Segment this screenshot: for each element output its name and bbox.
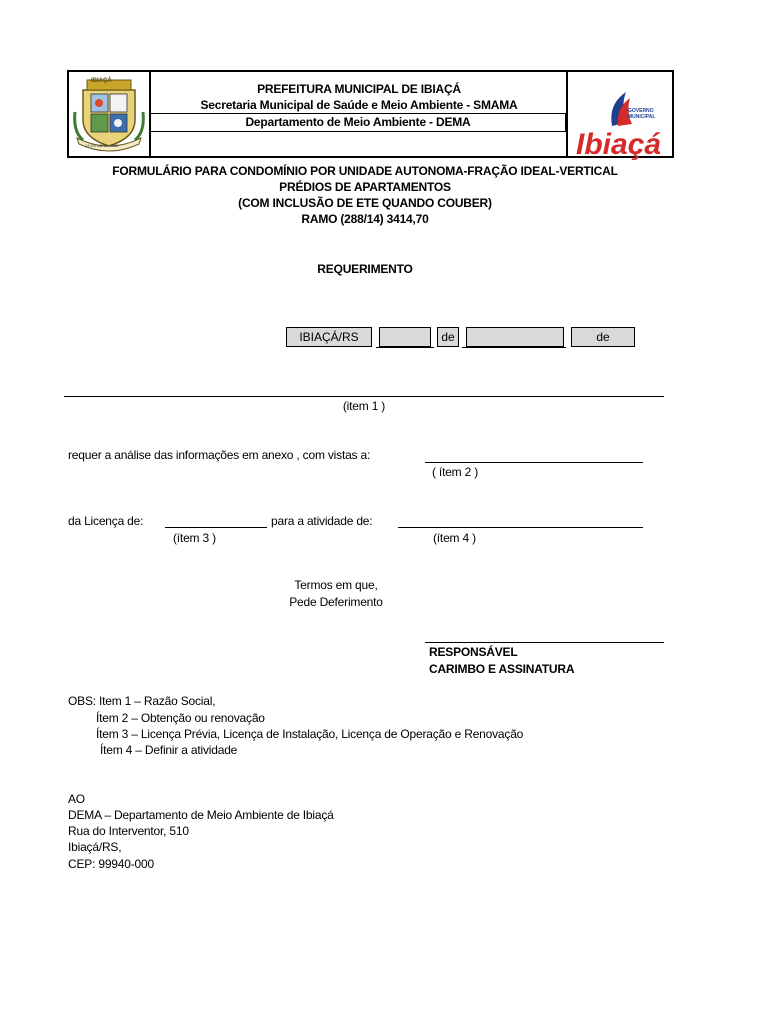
item4-label: (ítem 4 ) [433, 531, 476, 545]
crest-ribbon-text: 13 DE ABRIL 1965 [85, 143, 119, 148]
month-underline [462, 347, 566, 348]
responsavel-label: RESPONSÁVEL [429, 645, 518, 659]
form-title-line-2: PRÉDIOS DE APARTAMENTOS [279, 180, 451, 194]
requerimento-heading: REQUERIMENTO [317, 262, 413, 276]
department-box [150, 113, 566, 132]
address-line-3: Rua do Interventor, 510 [68, 824, 189, 838]
crest-banner-text: IBIAÇÁ [91, 78, 112, 84]
de-label-2: de [571, 327, 635, 347]
address-line-1: AO [68, 792, 85, 806]
form-title-line-4: RAMO (288/14) 3414,70 [301, 212, 429, 226]
month-field[interactable] [466, 327, 564, 347]
item2-label: ( ítem 2 ) [432, 465, 479, 479]
atividade-label: para a atividade de: [271, 514, 373, 528]
obs-line-2: Ítem 2 – Obtenção ou renovação [96, 711, 265, 725]
item4-line[interactable] [398, 527, 643, 528]
crest-cell [69, 72, 151, 156]
obs-line-3: Ítem 3 – Licença Prévia, Licença de Instalação, Licença de Operação e Renovação [96, 727, 524, 741]
header-line-3: Departamento de Meio Ambiente - DEMA [245, 115, 471, 129]
item1-line[interactable] [64, 396, 664, 397]
licenca-label: da Licença de: [68, 514, 144, 528]
requer-text: requer a análise das informações em anexo , com vistas a: [68, 448, 371, 462]
obs-line-4: Ítem 4 – Definir a atividade [100, 743, 238, 757]
form-title-line-1: FORMULÁRIO PARA CONDOMÍNIO POR UNIDADE AUTONOMA-FRAÇÃO IDEAL-VERTICAL [112, 164, 618, 178]
termos-text: Termos em que, [294, 578, 378, 592]
address-line-4: Ibiaçá/RS, [68, 840, 122, 854]
signature-line[interactable] [425, 642, 664, 643]
item1-label: (item 1 ) [342, 399, 386, 413]
de-label-1: de [437, 327, 459, 347]
header-line-1: PREFEITURA MUNICIPAL DE IBIAÇÁ [257, 82, 461, 96]
address-line-2: DEMA – Departamento de Meio Ambiente de Ibiaçá [68, 808, 334, 822]
city-field: IBIAÇÁ/RS [286, 327, 372, 347]
form-title-line-3: (COM INCLUSÃO DE ETE QUANDO COUBER) [238, 196, 492, 210]
day-underline [376, 347, 434, 348]
item3-line[interactable] [165, 527, 267, 528]
item2-line[interactable] [425, 462, 643, 463]
logo-cell [566, 72, 672, 161]
logo-text: Ibiaçá [576, 128, 662, 161]
logo-small-text: GOVERNO MUNICIPAL [628, 108, 656, 120]
day-field[interactable] [379, 327, 431, 347]
pede-text: Pede Deferimento [289, 595, 383, 609]
address-line-5: CEP: 99940-000 [68, 857, 154, 871]
carimbo-label: CARIMBO E ASSINATURA [429, 662, 575, 676]
header-line-2: Secretaria Municipal de Saúde e Meio Ambiente - SMAMA [200, 98, 518, 112]
item3-label: (ítem 3 ) [173, 531, 216, 545]
obs-line-1: OBS: Item 1 – Razão Social, [68, 694, 216, 708]
